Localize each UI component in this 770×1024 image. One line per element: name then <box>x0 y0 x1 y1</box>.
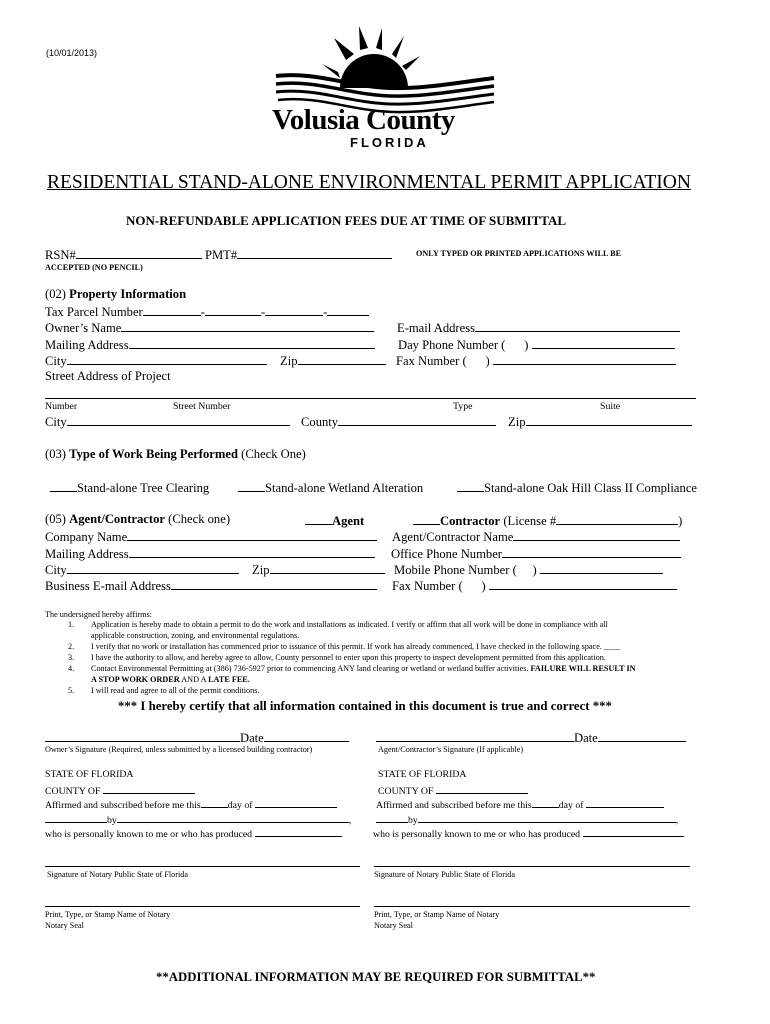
work-option-tree-clearing[interactable]: Stand-alone Tree Clearing <box>50 479 209 496</box>
owner-signature-label: Owner’s Signature (Required, unless submitted by a licensed building contractor) <box>45 745 313 754</box>
agent-section-heading: (05) Agent/Contractor (Check one) <box>45 512 231 526</box>
col-street: Street Number <box>173 401 231 412</box>
certify-statement: *** I hereby certify that all information contained in this document is true and correct *** <box>118 699 612 713</box>
project-zip-field[interactable]: Zip <box>508 413 692 430</box>
col-suite: Suite <box>600 401 621 412</box>
street-address-label: Street Address of Project <box>45 369 171 383</box>
work-section-heading: (03) Type of Work Being Performed (Check One) <box>45 447 306 461</box>
page-title: RESIDENTIAL STAND-ALONE ENVIRONMENTAL PERMIT APPLICATION <box>47 172 691 193</box>
left-notary-name-label: Print, Type, or Stamp Name of Notary <box>45 910 171 919</box>
right-notary-sig-line[interactable] <box>374 866 690 867</box>
footer-notice: **ADDITIONAL INFORMATION MAY BE REQUIRED FOR SUBMITTAL** <box>156 970 596 984</box>
agent-signature-label: Agent/Contractor’s Signature (If applicable) <box>378 745 524 754</box>
agent-mailing-field[interactable]: Mailing Address <box>45 545 375 562</box>
rsn-label: RSN# <box>45 248 76 262</box>
work-option-oak-hill[interactable]: Stand-alone Oak Hill Class II Compliance <box>457 479 697 496</box>
rsn-field[interactable] <box>45 246 392 263</box>
work-option-wetland[interactable]: Stand-alone Wetland Alteration <box>238 479 423 496</box>
mobile-phone-field[interactable]: Mobile Phone Number ( ) <box>394 561 663 578</box>
project-city-field[interactable]: City <box>45 413 290 430</box>
left-by-field[interactable]: by , <box>45 812 351 826</box>
right-notary-name-label: Print, Type, or Stamp Name of Notary <box>374 910 500 919</box>
right-affirmed-field[interactable]: Affirmed and subscribed before me this day of <box>376 797 664 811</box>
left-county-field[interactable]: COUNTY OF <box>45 783 195 797</box>
agent-signature-field[interactable]: Date <box>376 729 686 746</box>
mailing-address-field[interactable]: Mailing Address <box>45 336 375 353</box>
left-state: STATE OF FLORIDA <box>45 769 134 780</box>
logo-state: FLORIDA <box>350 135 429 150</box>
logo-wordmark: Volusia County <box>272 104 455 136</box>
owner-signature-field[interactable]: Date <box>45 729 349 746</box>
agent-name-field[interactable]: Agent/Contractor Name <box>392 528 680 545</box>
right-notary-seal-label: Notary Seal <box>374 921 413 930</box>
right-by-field[interactable]: by , <box>376 812 678 826</box>
office-phone-field[interactable]: Office Phone Number <box>391 545 681 562</box>
agent-fax-field[interactable]: Fax Number ( ) <box>392 577 677 594</box>
left-notary-name-line[interactable] <box>45 906 360 907</box>
left-affirmed-field[interactable]: Affirmed and subscribed before me this day of <box>45 797 337 811</box>
contractor-option[interactable]: Contractor (License # ) <box>413 512 682 529</box>
typed-notice: ONLY TYPED OR PRINTED APPLICATIONS WILL BE <box>416 249 622 258</box>
agent-option[interactable]: Agent <box>305 512 364 529</box>
typed-notice-2: ACCEPTED (NO PENCIL) <box>45 263 143 272</box>
agent-city-field[interactable]: City <box>45 561 239 578</box>
permit-application-page: (10/01/2013) Volusia County FLORIDA RESIDENTIAL STAND-ALONE ENVIRONMENTAL PERMIT APPLICATION NON-REFUNDABLE APPLICATION FEES DUE AT TIME OF SUBMITTAL RSN# PMT# ONLY TYPED OR PRINTED APPLICATIONS WILL BE ACCEPTED (NO PENCIL) (02) Property Information Tax Parcel Number - - - Owner’s Name E-mail Address Mailing Address Day Phone Number ( ) City Zip Fax Number ( ) Street Address of Project Number Street Number Type Suite City County Zip (03) Type of Work Being Performed (Check One) Stand-alone Tree Clearing Stand-alone Wetland Alteration Stand-alone Oak Hill Class II Compliance (05) Agent/Contractor (Check one) Agent Contractor (License # ) Company Name Agent/Contractor Name Mailing Address Office Phone Number City Zip Mobile Phone Number ( ) Business E-mail Address Fax Number ( ) The undersigned hereby affirms: 1. Application is hereby made to obtain a permit to do the work and installations as indicated. I verify or affirm that all work will be done in compliance with all applicable construction, zoning, and environmental regulations. 2. I verify that no work or installation has commenced prior to issuance of this permit. If work has already commenced, I have checked in the following space. ____ 3. I have the authority to allow, and hereby agree to allow, County personnel to enter upon this property to inspect development permitted from this application. 4. Contact Environmental Permitting at (386) 736-5927 prior to commencing ANY land clearing or wetland or wetland buffer activities. FAILURE WILL RESULT IN A STOP WORK ORDER AND A LATE FEE. 5. I will read and agree to all of the permit conditions. *** I hereby certify that all information contained in this document is true and correct *** Date Owner’s Signature (Required, unless submitted by a licensed building contractor) Date Agent/Contractor’s Signature (If applicable) STATE OF FLORIDA COUNTY OF Affirmed and subscribed before me this day of by , who is personally known to me or who has produced . Signature of Notary Public State of Florida Print, Type, or Stamp Name of Notary Notary Seal STATE OF FLORIDA COUNTY OF Affirmed and subscribed before me this day of by , who is personally known to me or who has produced . Signature of Notary Public State of Florida Print, Type, or Stamp Name of Notary Notary Seal **ADDITIONAL INFORMATION MAY BE REQUIRED FOR SUBMITTAL** <box>0 0 770 1024</box>
left-notary-sig-label: Signature of Notary Public State of Florida <box>47 870 188 879</box>
col-number: Number <box>45 401 78 412</box>
form-date: (10/01/2013) <box>46 48 98 58</box>
left-notary-seal-label: Notary Seal <box>45 921 84 930</box>
tax-parcel-field[interactable]: Tax Parcel Number - - - <box>45 303 369 320</box>
affirm-intro: The undersigned hereby affirms: <box>45 610 152 619</box>
owners-name-field[interactable]: Owner’s Name <box>45 319 374 336</box>
zip-field[interactable]: Zip <box>280 352 386 369</box>
company-name-field[interactable]: Company Name <box>45 528 377 545</box>
property-section-heading: (02) Property Information <box>45 287 187 301</box>
city-field[interactable]: City <box>45 352 267 369</box>
pmt-label: PMT# <box>204 248 238 262</box>
project-county-field[interactable]: County <box>301 413 496 430</box>
fax-field[interactable]: Fax Number ( ) <box>396 352 676 369</box>
street-address-line[interactable] <box>45 398 696 399</box>
right-state: STATE OF FLORIDA <box>378 769 467 780</box>
left-notary-sig-line[interactable] <box>45 866 360 867</box>
volusia-county-logo <box>268 22 508 152</box>
fees-notice: NON-REFUNDABLE APPLICATION FEES DUE AT TIME OF SUBMITTAL <box>126 213 567 228</box>
business-email-field[interactable]: Business E-mail Address <box>45 577 377 594</box>
email-field[interactable]: E-mail Address <box>397 319 680 336</box>
right-notary-name-line[interactable] <box>374 906 690 907</box>
day-phone-field[interactable]: Day Phone Number ( ) <box>398 336 675 353</box>
left-known-field[interactable]: who is personally known to me or who has produced . <box>45 826 343 840</box>
right-known-field[interactable]: who is personally known to me or who has produced . <box>373 826 685 840</box>
right-county-field[interactable]: COUNTY OF <box>378 783 528 797</box>
agent-zip-field[interactable]: Zip <box>252 561 385 578</box>
right-notary-sig-label: Signature of Notary Public State of Florida <box>374 870 515 879</box>
col-type: Type <box>453 401 473 412</box>
